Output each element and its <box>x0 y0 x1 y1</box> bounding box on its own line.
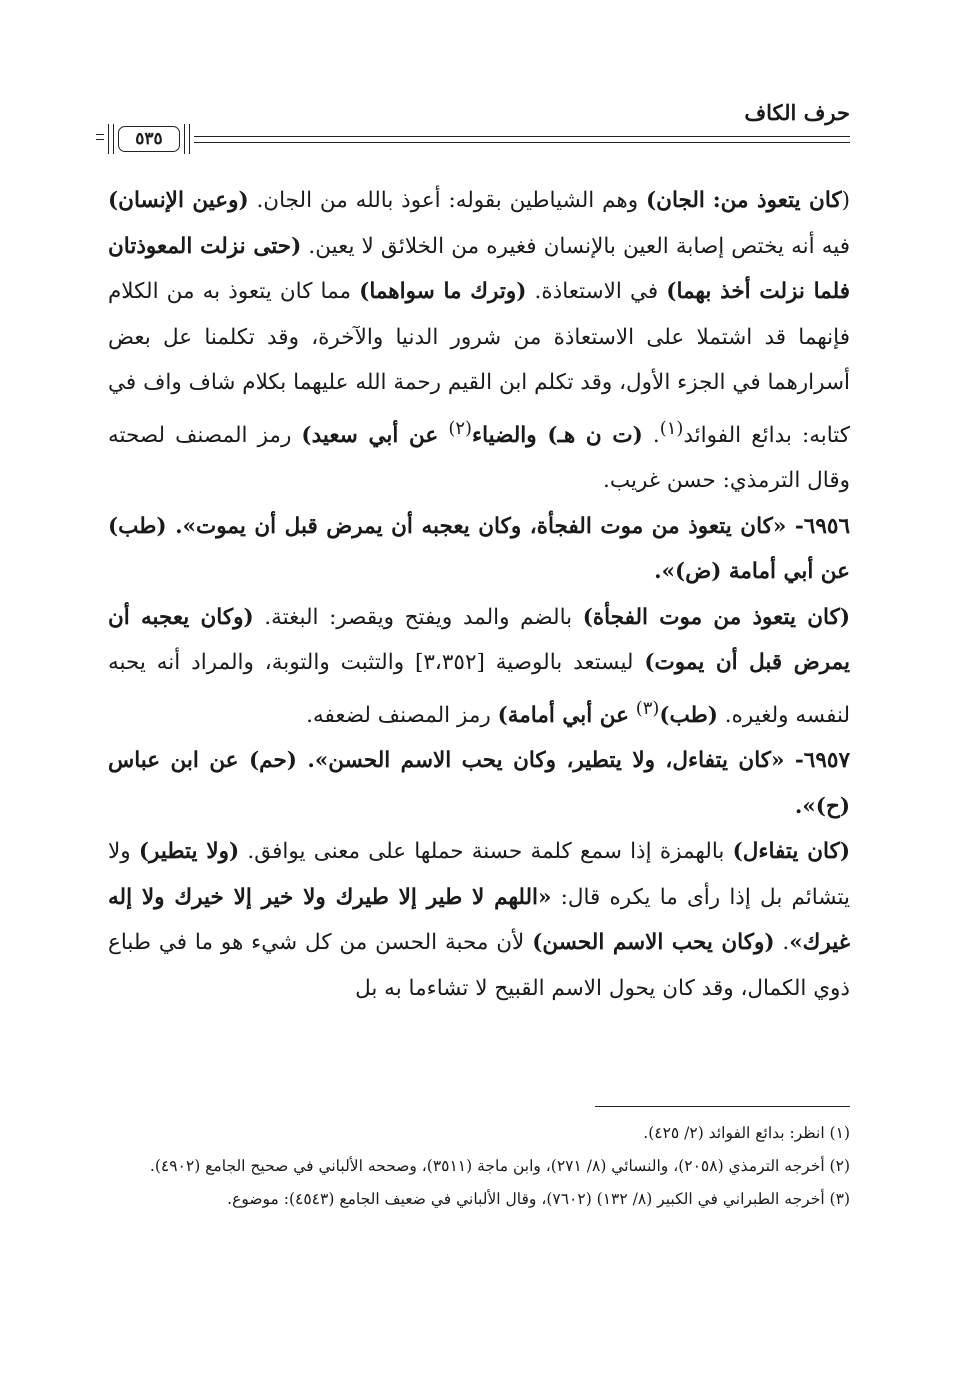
bold-run: (حتى نزلت المعوذتان فلما نزلت أخذ بهما) <box>108 233 850 304</box>
main-text <box>108 178 850 1011</box>
footnote: (٢) أخرجه الترمذي (٢٠٥٨)، والنسائي (٨/ ٢٧١)، وابن ماجة (٣٥١١)، وصححه الألباني في صحيح الجامع (٤٩٠٢). <box>149 1157 850 1175</box>
text-run: بالهمزة إذا سمع كلمة حسنة حملها على معنى يوافق. <box>239 839 733 865</box>
page-number-frame <box>108 122 190 156</box>
frame-ornament <box>108 124 114 154</box>
text-run: مما كان يتعوذ به من الكلام فإنهما قد اشتملا على الاستعاذة من شرور الدنيا والآخرة، وقد تكلمنا عل بعض أسرارهما في الجزء الأول، وقد تكلم ابن القيم رحمة الله عليهما بكلام شاف واف في كتابه: بدائع الفوائد <box>108 279 850 448</box>
bold-run: (وكان يعجبه أن يمرض قبل أن يموت) <box>108 604 850 676</box>
text-run: . <box>774 930 790 956</box>
text-run: وهم الشياطين بقوله: أعوذ بالله من الجان. <box>248 188 646 213</box>
bold-run: (ت ن هـ) والضياء <box>471 422 643 448</box>
frame-ornament <box>184 124 190 154</box>
text-run: لأن محبة الحسن من كل شيء هو ما في طباع ذوي الكمال، وقد كان يحول الاسم القبيح لا تشاءما به بل <box>108 930 850 1001</box>
commentary-paragraph <box>108 178 850 504</box>
frame-ornament <box>96 134 104 135</box>
text-run: بالضم والمد ويفتح ويقصر: البغتة. <box>253 604 583 630</box>
bold-run: (كان يتفاءل) <box>732 839 850 865</box>
text-run: . <box>642 422 660 448</box>
bold-run: «اللهم لا طير إلا طيرك ولا خير إلا خيرك ولا إله غيرك» <box>108 884 850 956</box>
commentary-paragraph <box>108 595 850 739</box>
footnote: (٣) أخرجه الطبراني في الكبير (٨/ ١٣٢) (٧٦٠٢)، وقال الألباني في ضعيف الجامع (٤٥٤٣): موضوع. <box>227 1190 850 1208</box>
text-run: ولا يتشائم بل إذا رأى ما يكره قال: <box>108 839 850 910</box>
footnote-marker: (٢) <box>448 417 472 439</box>
text-run: رمز المصنف لضعفه. <box>306 702 498 728</box>
text-run: ليستعد بالوصية [٣،٣٥٢] والتثبت والتوبة، والمراد أنه يحبه لنفسه ولغيره. <box>108 650 850 728</box>
bold-run: عن أبي سعيد) <box>301 422 439 448</box>
footnotes <box>108 1118 850 1217</box>
frame-ornament <box>96 139 104 140</box>
bold-run: (طب) <box>659 702 718 728</box>
text-run: ( <box>841 188 851 213</box>
bold-run: كان يتعوذ من: <box>712 188 842 213</box>
text-run: رمز المصنف لصحته وقال الترمذي: حسن غريب. <box>108 422 850 494</box>
page-header <box>108 96 850 156</box>
text-run <box>629 703 636 728</box>
page-number: ٥٣٥ <box>118 126 180 152</box>
bold-run: عن أبي أمامة) <box>497 702 629 728</box>
bold-run: (وكان يحب الاسم الحسن) <box>532 930 775 956</box>
chapter-title: حرف الكاف <box>744 100 850 125</box>
bold-run: (وترك ما سواهما) <box>359 279 527 304</box>
header-rule <box>194 142 850 143</box>
text-run: في الاستعاذة. <box>526 279 667 304</box>
hadith-entry-6957: ٦٩٥٧- «كان يتفاءل، ولا يتطير، وكان يحب الاسم الحسن». (حم) عن ابن عباس (ح)». <box>108 748 850 819</box>
bold-run: (كان يتعوذ من موت الفجأة) <box>582 604 850 630</box>
footnote: (١) انظر: بدائع الفوائد (٢/ ٤٢٥). <box>643 1124 850 1142</box>
commentary-paragraph <box>108 829 850 1011</box>
footnote-separator <box>595 1106 850 1107</box>
footnote-marker: (٣) <box>635 697 660 719</box>
text-run: فيه أنه يختص إصابة العين بالإنسان فغيره من الخلائق لا يعين. <box>301 233 850 259</box>
bold-run: الجان) <box>645 188 705 213</box>
header-rule <box>194 136 850 137</box>
hadith-entry-6956: ٦٩٥٦- «كان يتعوذ من موت الفجأة، وكان يعجبه أن يمرض قبل أن يموت». (طب) عن أبي أمامة (ض)». <box>108 513 850 585</box>
footnote-marker: (١) <box>659 417 684 439</box>
text-run <box>705 188 713 213</box>
bold-run: (ولا يتطير) <box>138 839 240 865</box>
text-run <box>438 423 448 448</box>
bold-run: (وعين الإنسان) <box>108 188 249 213</box>
